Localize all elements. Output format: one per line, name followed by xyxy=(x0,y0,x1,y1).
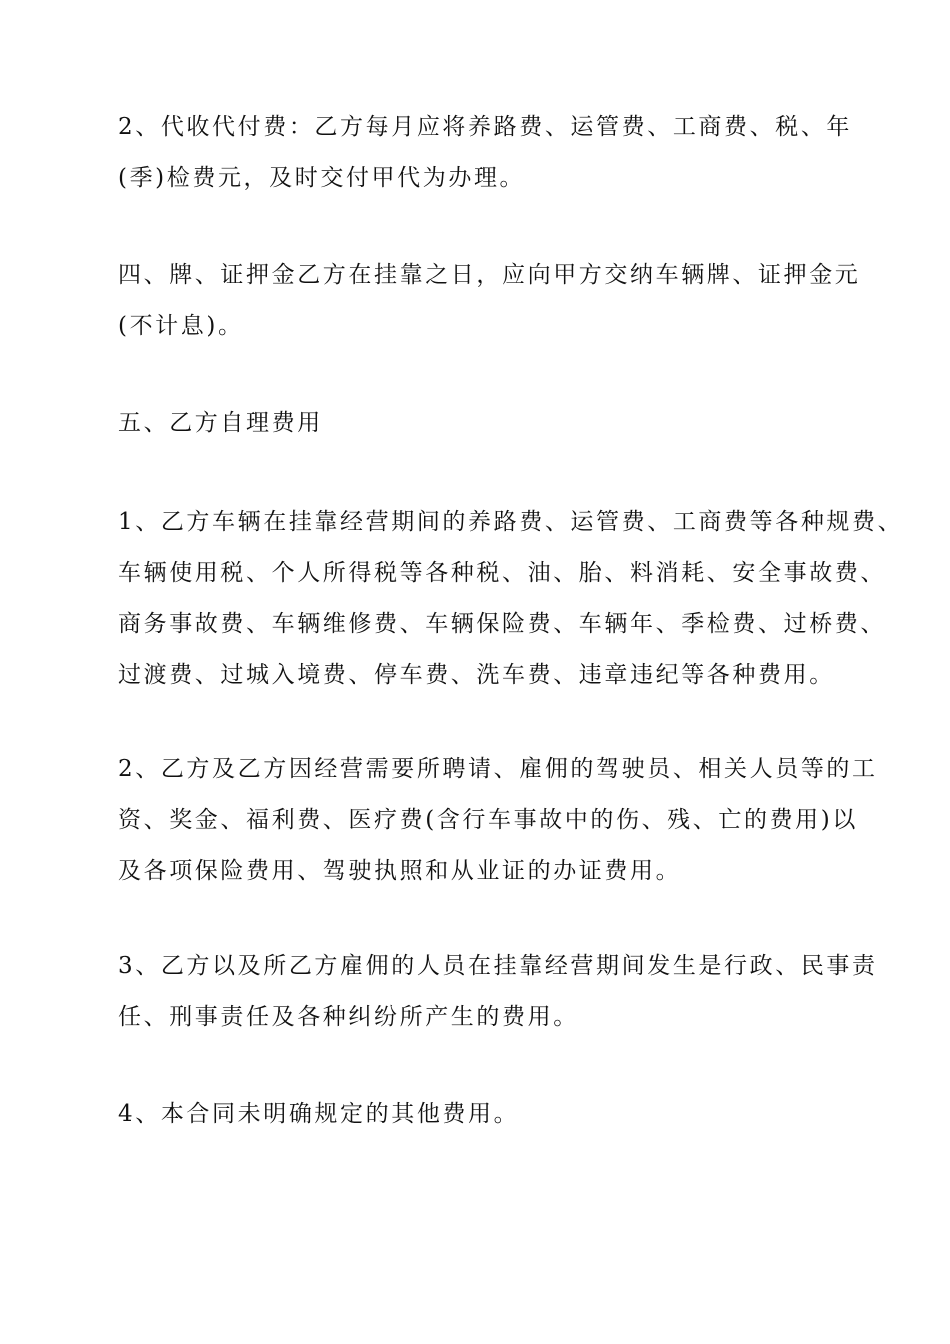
paragraph-item-1 xyxy=(118,497,904,701)
text-line: 车辆使用税、个人所得税等各种税、油、胎、料消耗、安全事故费、 xyxy=(118,560,886,586)
paragraph-item-4 xyxy=(118,1089,858,1140)
section-heading-self-paid-fees xyxy=(118,398,858,449)
text-line: 资、奖金、福利费、医疗费(含行车事故中的伤、残、亡的费用)以 xyxy=(118,807,858,833)
text-line: 4、本合同未明确规定的其他费用。 xyxy=(118,1101,520,1127)
text-line: 1、乙方车辆在挂靠经营期间的养路费、运管费、工商费等各种规费、 xyxy=(118,509,904,535)
text-line: 3、乙方以及所乙方雇佣的人员在挂靠经营期间发生是行政、民事责 xyxy=(118,953,878,979)
text-line: 2、代收代付费：乙方每月应将养路费、运管费、工商费、税、年 xyxy=(118,114,853,140)
paragraph-item-3 xyxy=(118,941,878,1043)
text-line: 任、刑事责任及各种纠纷所产生的费用。 xyxy=(118,1004,579,1030)
text-line: 五、乙方自理费用 xyxy=(118,410,323,436)
text-line: (季)检费元，及时交付甲代为办理。 xyxy=(118,165,526,191)
paragraph-deposit xyxy=(118,250,861,352)
text-line: 四、牌、证押金乙方在挂靠之日，应向甲方交纳车辆牌、证押金元 xyxy=(118,262,861,288)
text-line: (不计息)。 xyxy=(118,313,244,339)
paragraph-item-2 xyxy=(118,744,878,897)
text-line: 2、乙方及乙方因经营需要所聘请、雇佣的驾驶员、相关人员等的工 xyxy=(118,756,878,782)
paragraph-collection-fees xyxy=(118,102,858,204)
text-line: 过渡费、过城入境费、停车费、洗车费、违章违纪等各种费用。 xyxy=(118,662,835,688)
text-line: 商务事故费、车辆维修费、车辆保险费、车辆年、季检费、过桥费、 xyxy=(118,611,886,637)
text-line: 及各项保险费用、驾驶执照和从业证的办证费用。 xyxy=(118,858,682,884)
